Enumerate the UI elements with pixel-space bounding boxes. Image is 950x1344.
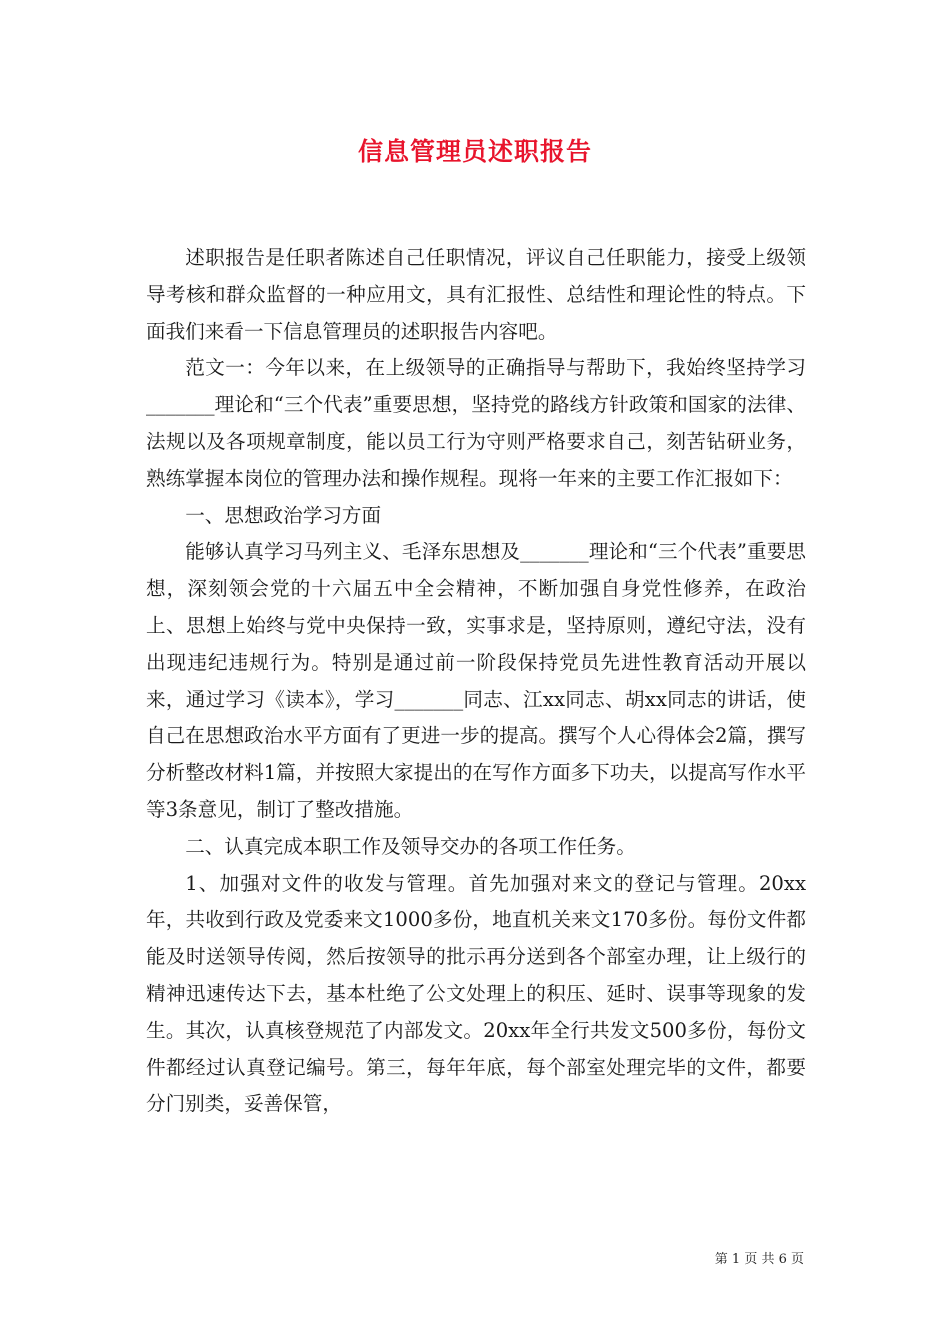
heading-duties: 二、认真完成本职工作及领导交办的各项工作任务。: [185, 834, 636, 858]
document-title: 信息管理员述职报告: [357, 137, 592, 166]
paragraph-intro: 述职报告是任职者陈述自己任职情况，评议自己任职能力，接受上级领导考核和群众监督的一种应用文，具有汇报性、总结性和理论性的特点。下面我们来看一下信息管理员的述职报告内容吧。: [146, 246, 806, 343]
paragraph-political-study: 能够认真学习马列主义、毛泽东思想及_______理论和“三个代表”重要思想，深刻领会党的十六届五中全会精神，不断加强自身党性修养，在政治上、思想上始终与党中央保持一致，实事求是，坚持原则，遵纪守法，没有出现违纪违规行为。特别是通过前一阶段保持党员先进性教育活动开展以来，通过学习《读本》，学习_______同志、江xx同志、胡xx同志的讲话，使自己在思想政治水平方面有了更进一步的提高。撰写个人心得体会2篇，撰写分析整改材料1篇，并按照大家提出的在写作方面多下功夫，以提高写作水平等3条意见，制订了整改措施。: [146, 540, 806, 821]
paragraph-document-management: 1、加强对文件的收发与管理。首先加强对来文的登记与管理。20xx年，共收到行政及党委来文1000多份，地直机关来文170多份。每份文件都能及时送领导传阅，然后按领导的批示再分送到各个部室办理，让上级行的精神迅速传达下去，基本杜绝了公文处理上的积压、延时、误事等现象的发生。其次，认真核登规范了内部发文。20xx年全行共发文500多份，每份文件都经过认真登记编号。第三，每年年底，每个部室处理完毕的文件，都要分门别类，妥善保管，: [146, 871, 806, 1116]
paragraph-sample-one: 范文一：今年以来，在上级领导的正确指导与帮助下，我始终坚持学习_______理论和“三个代表”重要思想，坚持党的路线方针政策和国家的法律、法规以及各项规章制度，能以员工行为守则严格要求自己，刻苦钻研业务，熟练掌握本岗位的管理办法和操作规程。现将一年来的主要工作汇报如下：: [146, 356, 806, 490]
document-body: [146, 240, 806, 1123]
heading-political-study: 一、思想政治学习方面: [185, 503, 382, 527]
page-number-footer: 第 1 页 共 6 页: [714, 1252, 804, 1267]
